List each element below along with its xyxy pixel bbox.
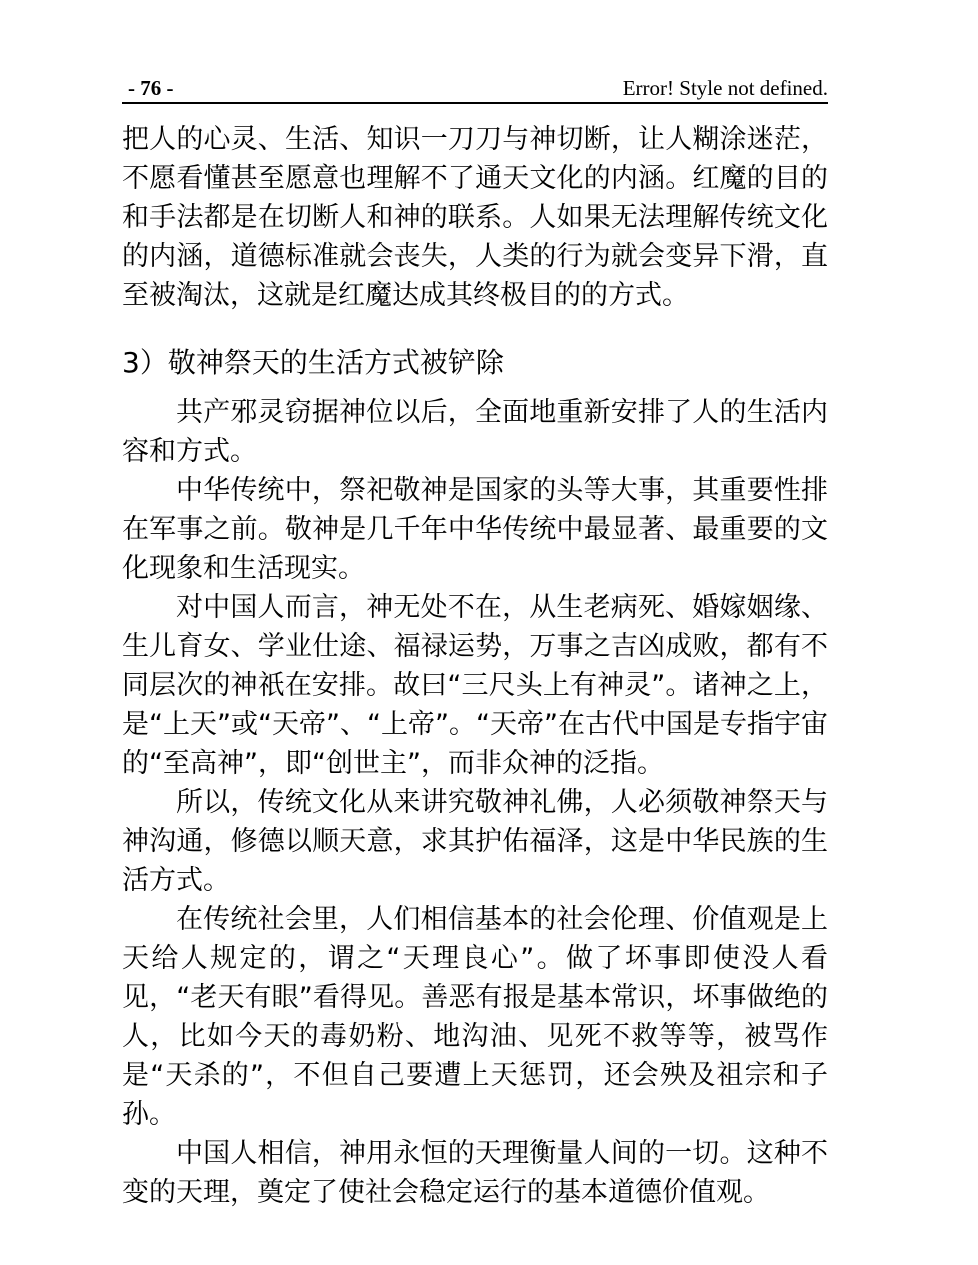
main-text [122, 120, 828, 1212]
paragraph: 所以，传统文化从来讲究敬神礼佛，人必须敬神祭天与神沟通，修德以顺天意，求其护佑福泽，这是中华民族的生活方式。 [122, 787, 828, 896]
page-header [122, 74, 828, 104]
paragraph: 中国人相信，神用永恒的天理衡量人间的一切。这种不变的天理，奠定了使社会稳定运行的基本道德价值观。 [122, 1138, 828, 1208]
section-heading: 3）敬神祭天的生活方式被铲除 [122, 346, 504, 379]
page-number: - 76 - [128, 76, 174, 100]
paragraph: 共产邪灵窃据神位以后，全面地重新安排了人的生活内容和方式。 [122, 397, 828, 467]
intro-paragraph: 把人的心灵、生活、知识一刀刀与神切断，让人糊涂迷茫，不愿看懂甚至愿意也理解不了通天文化的内涵。红魔的目的和手法都是在切断人和神的联系。人如果无法理解传统文化的内涵，道德标准就会丧失，人类的行为就会变异下滑，直至被淘汰，这就是红魔达成其终极目的的方式。 [122, 124, 828, 311]
paragraph: 中华传统中，祭祀敬神是国家的头等大事，其重要性排在军事之前。敬神是几千年中华传统中最显著、最重要的文化现象和生活现实。 [122, 475, 828, 584]
paragraph: 在传统社会里，人们相信基本的社会伦理、价值观是上天给人规定的，谓之“天理良心”。做了坏事即使没人看见，“老天有眼”看得见。善恶有报是基本常识，坏事做绝的人，比如今天的毒奶粉、地沟油、见死不救等等，被骂作是“天杀的”，不但自己要遭上天惩罚，还会殃及祖宗和子孙。 [122, 904, 828, 1130]
running-head: Error! Style not defined. [622, 76, 828, 100]
paragraph: 对中国人而言，神无处不在，从生老病死、婚嫁姻缘、生儿育女、学业仕途、福禄运势，万事之吉凶成败，都有不同层次的神祇在安排。故曰“三尺头上有神灵”。诸神之上，是“上天”或“天帝”、“上帝”。“天帝”在古代中国是专指宇宙的“至高神”，即“创世主”，而非众神的泛指。 [122, 592, 828, 779]
